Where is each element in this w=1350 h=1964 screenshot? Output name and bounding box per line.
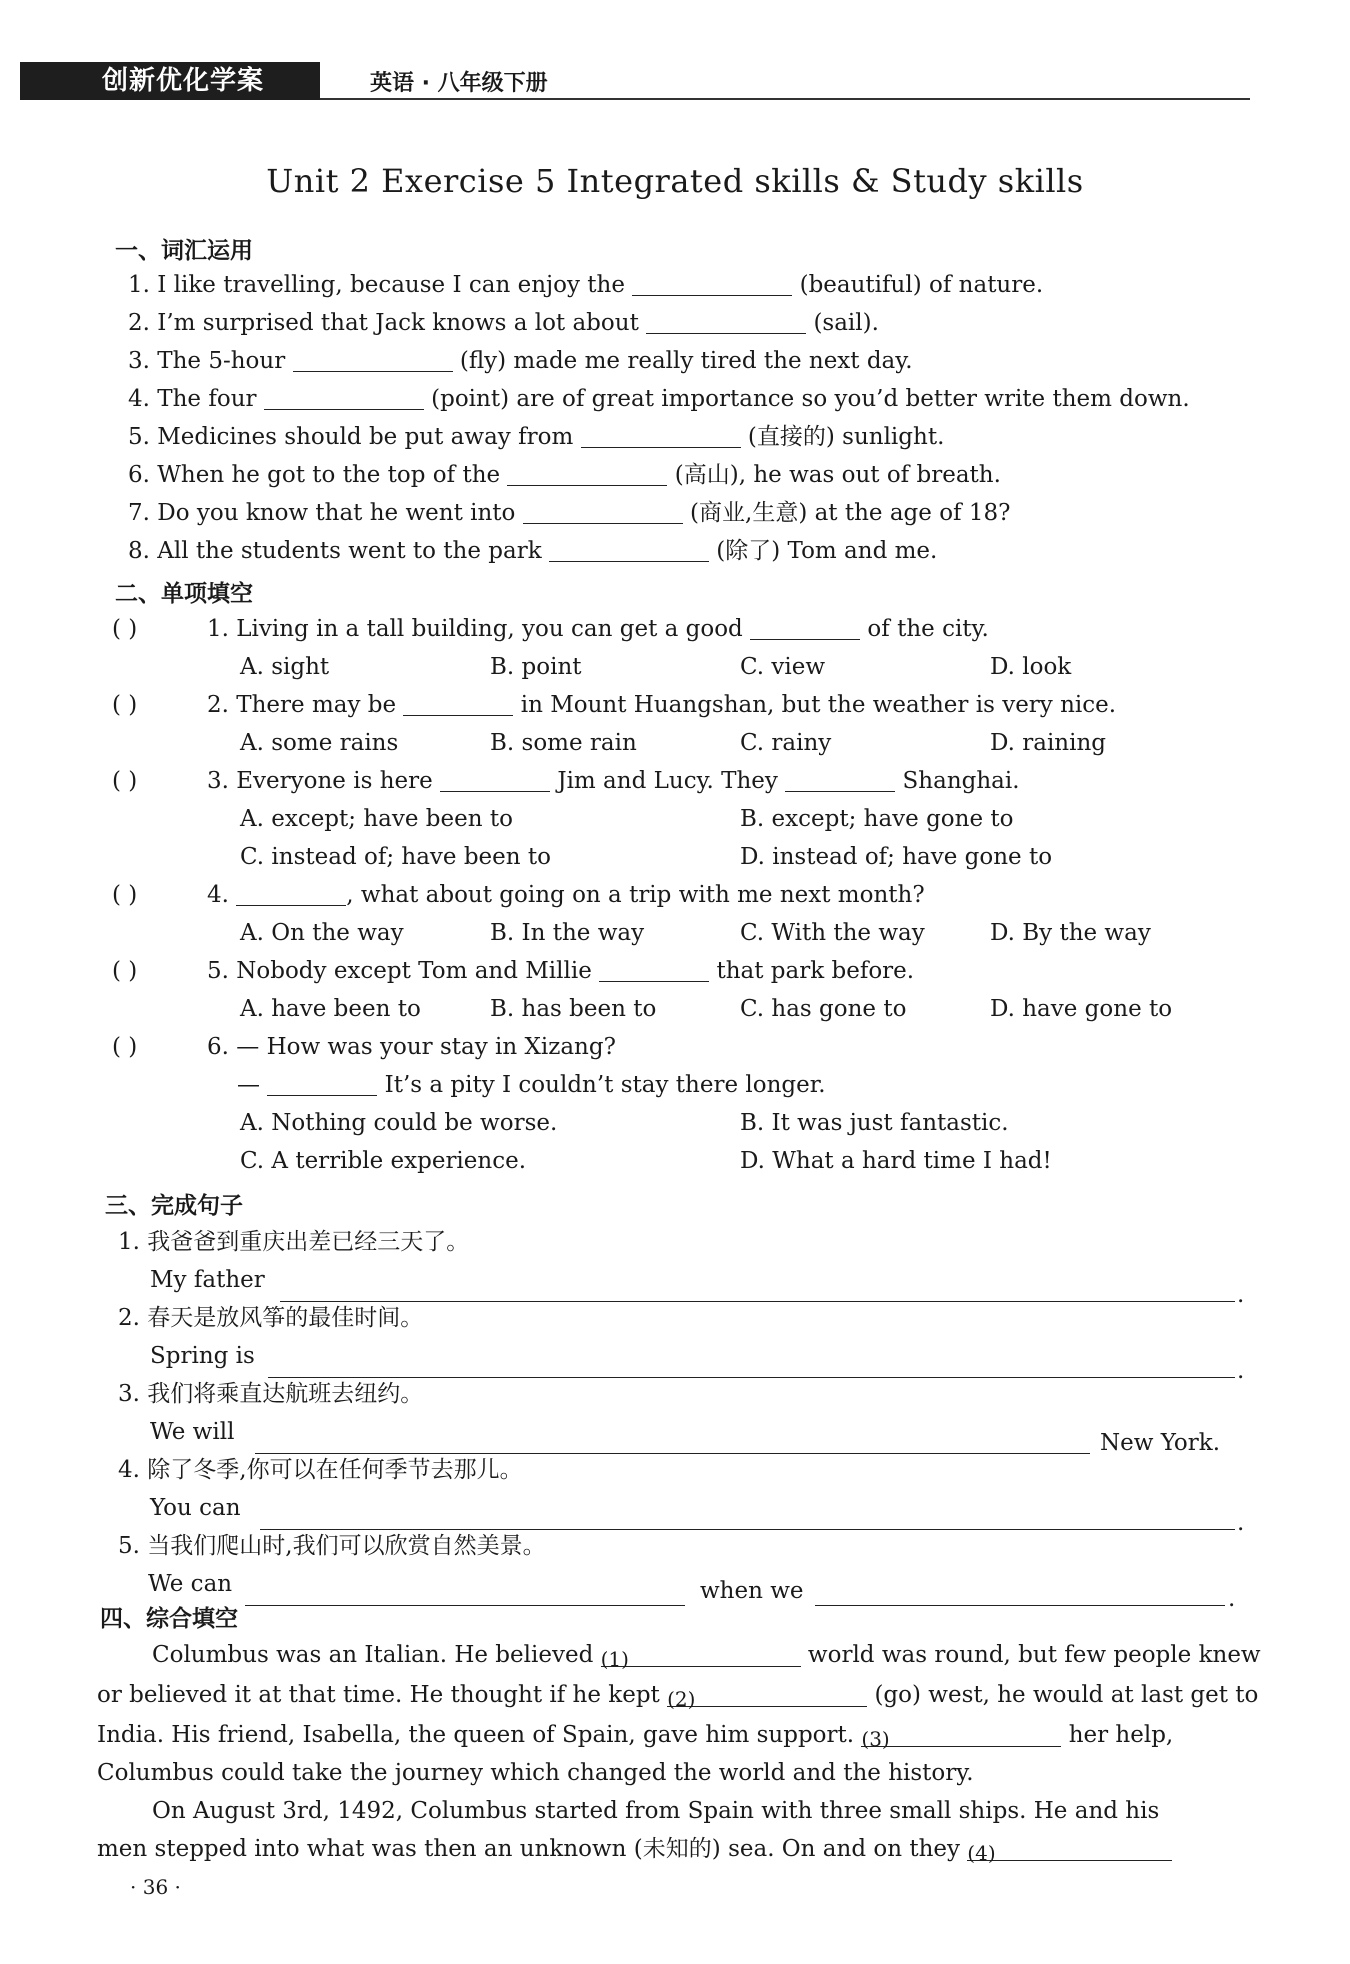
sentence-start: Spring is bbox=[150, 1343, 255, 1369]
answer-line[interactable] bbox=[245, 1604, 685, 1606]
answer-blank bbox=[440, 769, 550, 792]
answer-paren[interactable]: ( ) bbox=[112, 882, 138, 908]
option[interactable]: A. Nothing could be worse. bbox=[240, 1110, 558, 1136]
option[interactable]: C. instead of; have been to bbox=[240, 844, 551, 870]
option[interactable]: B. has been to bbox=[490, 996, 657, 1022]
answer-line[interactable] bbox=[815, 1604, 1225, 1606]
answer-paren[interactable]: ( ) bbox=[112, 958, 138, 984]
sentence-start: You can bbox=[150, 1495, 241, 1521]
sentence-chinese: 3. 我们将乘直达航班去纽约。 bbox=[118, 1381, 424, 1407]
cloze-blank[interactable]: (1) bbox=[601, 1644, 801, 1667]
option[interactable]: A. have been to bbox=[240, 996, 421, 1022]
cloze-text: Columbus could take the journey which changed the world and the history. bbox=[97, 1760, 974, 1786]
cloze-text: India. His friend, Isabella, the queen of Spain, gave him support. (3) her help, bbox=[97, 1722, 1174, 1751]
option[interactable]: D. instead of; have gone to bbox=[740, 844, 1053, 870]
brand-logo: 创新优化学案 bbox=[20, 62, 320, 100]
option[interactable]: A. some rains bbox=[240, 730, 399, 756]
answer-blank[interactable] bbox=[646, 311, 806, 334]
page-header bbox=[20, 62, 1250, 100]
sentence-chinese: 4. 除了冬季,你可以在任何季节去那儿。 bbox=[118, 1457, 523, 1483]
mc-question: 2. There may be in Mount Huangshan, but the weather is very nice. bbox=[207, 692, 1117, 718]
sentence-end: . bbox=[1228, 1586, 1236, 1612]
vocab-item: 5. Medicines should be put away from (直接的) sunlight. bbox=[128, 424, 945, 450]
vocab-item: 7. Do you know that he went into (商业,生意) at the age of 18? bbox=[128, 500, 1011, 526]
answer-paren[interactable]: ( ) bbox=[112, 616, 138, 642]
answer-paren[interactable]: ( ) bbox=[112, 1034, 138, 1060]
answer-paren[interactable]: ( ) bbox=[112, 768, 138, 794]
answer-blank[interactable] bbox=[632, 273, 792, 296]
cloze-text: On August 3rd, 1492, Columbus started from Spain with three small ships. He and his bbox=[152, 1798, 1160, 1824]
answer-blank[interactable] bbox=[549, 539, 709, 562]
cloze-text: men stepped into what was then an unknown (未知的) sea. On and on they (4) bbox=[97, 1834, 1172, 1864]
subject-label: 英语 · 八年级下册 bbox=[370, 71, 548, 96]
page-number: · 36 · bbox=[130, 1875, 181, 1899]
answer-blank bbox=[750, 617, 860, 640]
answer-blank bbox=[599, 959, 709, 982]
sentence-end: . bbox=[1237, 1510, 1245, 1536]
option[interactable]: A. sight bbox=[240, 654, 330, 680]
section-vocab-heading: 一、词汇运用 bbox=[115, 238, 253, 264]
answer-line[interactable] bbox=[280, 1300, 1235, 1302]
option[interactable]: B. some rain bbox=[490, 730, 637, 756]
section-sentences-heading: 三、完成句子 bbox=[105, 1193, 243, 1219]
sentence-chinese: 1. 我爸爸到重庆出差已经三天了。 bbox=[118, 1229, 470, 1255]
sentence-start: We will bbox=[150, 1419, 235, 1445]
option[interactable]: D. By the way bbox=[990, 920, 1151, 946]
option[interactable]: D. What a hard time I had! bbox=[740, 1148, 1052, 1174]
answer-blank[interactable] bbox=[523, 501, 683, 524]
vocab-item: 8. All the students went to the park (除了) Tom and me. bbox=[128, 538, 938, 564]
cloze-blank[interactable]: (2) bbox=[667, 1684, 867, 1707]
option[interactable]: C. With the way bbox=[740, 920, 925, 946]
vocab-item: 3. The 5-hour (fly) made me really tired the next day. bbox=[128, 348, 913, 374]
answer-blank[interactable] bbox=[507, 463, 667, 486]
sentence-start: We can bbox=[148, 1571, 233, 1597]
option[interactable]: C. view bbox=[740, 654, 826, 680]
answer-blank[interactable] bbox=[581, 425, 741, 448]
vocab-item: 4. The four (point) are of great importance so you’d better write them down. bbox=[128, 386, 1190, 412]
option[interactable]: C. A terrible experience. bbox=[240, 1148, 527, 1174]
sentence-chinese: 2. 春天是放风筝的最佳时间。 bbox=[118, 1305, 424, 1331]
section-cloze-heading: 四、综合填空 bbox=[100, 1606, 238, 1632]
answer-line[interactable] bbox=[268, 1376, 1235, 1378]
option[interactable]: C. rainy bbox=[740, 730, 832, 756]
option[interactable]: B. In the way bbox=[490, 920, 645, 946]
cloze-blank[interactable]: (4) bbox=[967, 1838, 1172, 1861]
vocab-item: 6. When he got to the top of the (高山), he was out of breath. bbox=[128, 462, 1001, 488]
mc-question: 3. Everyone is here Jim and Lucy. They Shanghai. bbox=[207, 768, 1020, 794]
option[interactable]: B. It was just fantastic. bbox=[740, 1110, 1009, 1136]
option[interactable]: D. raining bbox=[990, 730, 1107, 756]
sentence-end: . bbox=[1237, 1358, 1245, 1384]
option[interactable]: A. except; have been to bbox=[240, 806, 513, 832]
mc-question-response: — It’s a pity I couldn’t stay there longer. bbox=[237, 1072, 826, 1098]
sentence-end: . bbox=[1237, 1282, 1245, 1308]
answer-line[interactable] bbox=[260, 1528, 1235, 1530]
answer-blank bbox=[236, 883, 346, 906]
mc-question: 1. Living in a tall building, you can get a good of the city. bbox=[207, 616, 989, 642]
option[interactable]: B. point bbox=[490, 654, 582, 680]
vocab-item: 2. I’m surprised that Jack knows a lot about (sail). bbox=[128, 310, 879, 336]
answer-blank[interactable] bbox=[264, 387, 424, 410]
mc-question: 6. — How was your stay in Xizang? bbox=[207, 1034, 616, 1060]
sentence-end: New York. bbox=[1100, 1430, 1221, 1456]
cloze-blank[interactable]: (3) bbox=[861, 1724, 1061, 1747]
answer-blank[interactable] bbox=[293, 349, 453, 372]
page-title: Unit 2 Exercise 5 Integrated skills & Study skills bbox=[266, 162, 1084, 200]
mc-question: 5. Nobody except Tom and Millie that park before. bbox=[207, 958, 915, 984]
answer-line[interactable] bbox=[255, 1452, 1090, 1454]
option[interactable]: C. has gone to bbox=[740, 996, 907, 1022]
answer-blank bbox=[267, 1073, 377, 1096]
mc-question: 4. , what about going on a trip with me next month? bbox=[207, 882, 925, 908]
sentence-chinese: 5. 当我们爬山时,我们可以欣赏自然美景。 bbox=[118, 1533, 546, 1559]
answer-blank bbox=[403, 693, 513, 716]
section-mc-heading: 二、单项填空 bbox=[115, 581, 253, 607]
answer-paren[interactable]: ( ) bbox=[112, 692, 138, 718]
sentence-start: My father bbox=[150, 1267, 265, 1293]
header-rule bbox=[320, 98, 1250, 100]
option[interactable]: D. have gone to bbox=[990, 996, 1173, 1022]
answer-blank bbox=[785, 769, 895, 792]
sentence-mid: when we bbox=[700, 1578, 804, 1604]
option[interactable]: D. look bbox=[990, 654, 1072, 680]
option[interactable]: A. On the way bbox=[240, 920, 404, 946]
option[interactable]: B. except; have gone to bbox=[740, 806, 1014, 832]
cloze-text: Columbus was an Italian. He believed (1) world was round, but few people knew bbox=[152, 1642, 1261, 1671]
cloze-text: or believed it at that time. He thought if he kept (2) (go) west, he would at last get to bbox=[97, 1682, 1259, 1711]
vocab-item: 1. I like travelling, because I can enjoy the (beautiful) of nature. bbox=[128, 272, 1044, 298]
